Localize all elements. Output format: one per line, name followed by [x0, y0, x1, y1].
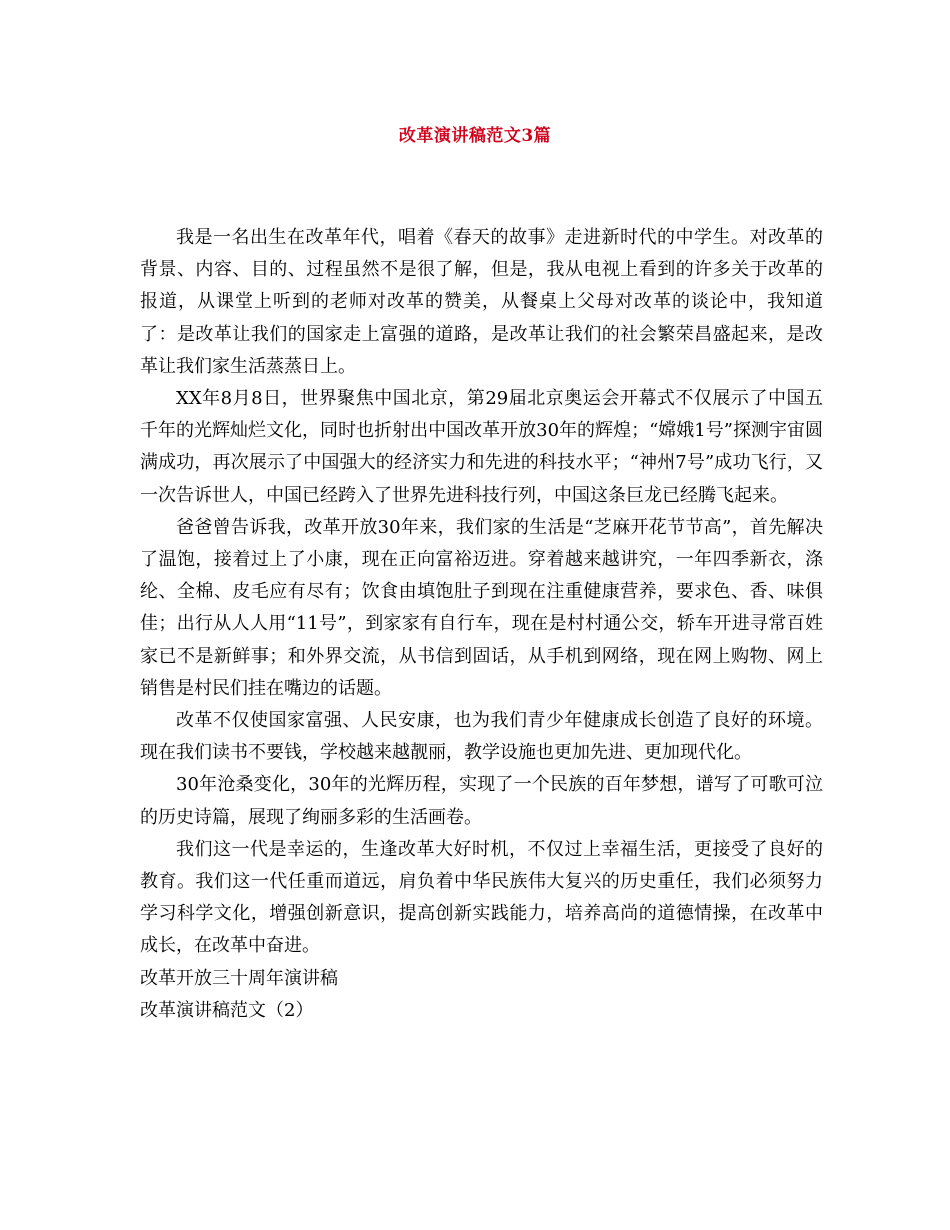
section-heading: 改革开放三十周年演讲稿	[140, 967, 338, 989]
paragraph: 我是一名出生在改革年代，唱着《春天的故事》走进新时代的中学生。对改革的背景、内容、目的、过程虽然不是很了解，但是，我从电视上看到的许多关于改革的报道，从课堂上听到的老师对改革的赞美，从餐桌上父母对改革的谈论中，我知道了：是改革让我们的国家走上富强的道路，是改革让我们的社会繁荣昌盛起来，是改革让我们家生活蒸蒸日上。	[140, 227, 823, 377]
section-heading: 改革演讲稿范文（2）	[140, 999, 314, 1021]
paragraph: 改革不仅使国家富强、人民安康，也为我们青少年健康成长创造了良好的环境。现在我们读书不要钱，学校越来越靓丽，教学设施也更加先进、更加现代化。	[140, 710, 823, 764]
paragraph: 爸爸曾告诉我，改革开放30年来，我们家的生活是“芝麻开花节节高”，首先解决了温饱，接着过上了小康，现在正向富裕迈进。穿着越来越讲究，一年四季新衣，涤纶、全棉、皮毛应有尽有；饮食由填饱肚子到现在注重健康营养，要求色、香、味俱佳；出行从人人用“11号”，到家家有自行车，现在是村村通公交，轿车开进寻常百姓家已不是新鲜事；和外界交流，从书信到固话，从手机到网络，现在网上购物、网上销售是村民们挂在嘴边的话题。	[140, 516, 823, 699]
document-title: 改革演讲稿范文3篇	[398, 126, 552, 146]
document-body	[140, 222, 823, 1027]
paragraph: XX年8月8日，世界聚焦中国北京，第29届北京奥运会开幕式不仅展示了中国五千年的光辉灿烂文化，同时也折射出中国改革开放30年的辉煌；“嫦娥1号”探测宇宙圆满成功，再次展示了中国强大的经济实力和先进的科技水平；“神州7号”成功飞行，又一次告诉世人，中国已经跨入了世界先进科技行列，中国这条巨龙已经腾飞起来。	[140, 388, 823, 506]
paragraph: 30年沧桑变化，30年的光辉历程，实现了一个民族的百年梦想，谱写了可歌可泣的历史诗篇，展现了绚丽多彩的生活画卷。	[140, 774, 823, 828]
paragraph: 我们这一代是幸运的，生逢改革大好时机，不仅过上幸福生活，更接受了良好的教育。我们这一代任重而道远，肩负着中华民族伟大复兴的历史重任，我们必须努力学习科学文化，增强创新意识，提高创新实践能力，培养高尚的道德情操，在改革中成长，在改革中奋进。	[140, 838, 823, 957]
